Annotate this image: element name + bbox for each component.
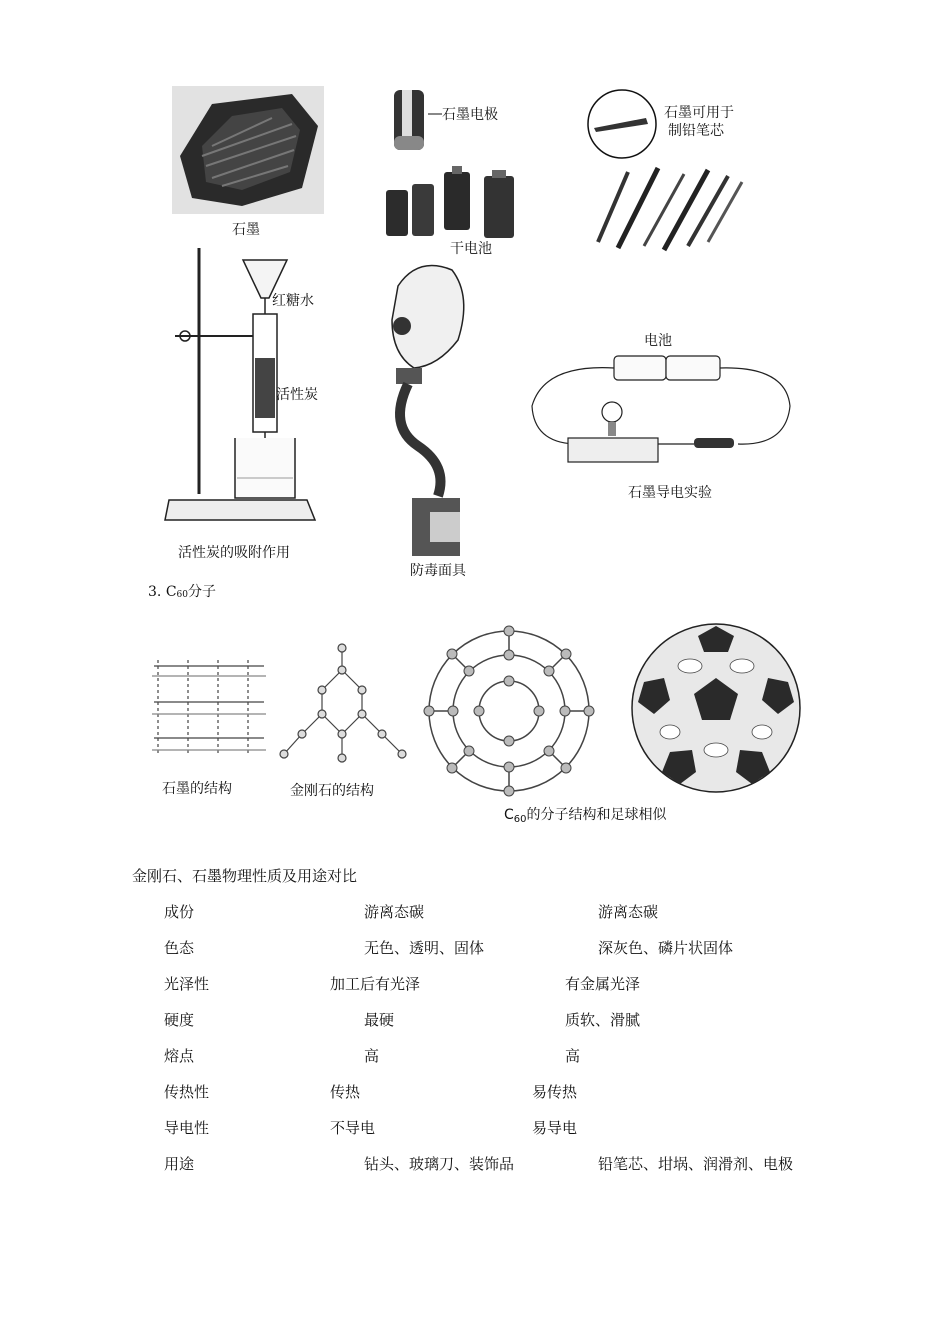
row-prop: 成份 — [164, 903, 195, 921]
c60-caption — [504, 804, 667, 825]
row-diamond: 最硬 — [364, 1011, 395, 1029]
row-prop: 色态 — [164, 939, 195, 957]
row-prop: 用途 — [164, 1155, 195, 1173]
row-diamond: 加工后有光泽 — [330, 975, 421, 993]
adsorption-caption: 活性炭的吸附作用 — [178, 545, 290, 561]
row-prop: 导电性 — [164, 1119, 210, 1137]
row-diamond: 钻头、玻璃刀、装饰品 — [364, 1155, 515, 1173]
c60-molecule-drawing — [420, 626, 598, 796]
pencil-lead-circle — [586, 88, 658, 160]
pencil-caption-line1: 石墨可用于 — [664, 105, 734, 121]
row-prop: 传热性 — [164, 1083, 210, 1101]
graphite-photo — [172, 86, 324, 214]
dry-battery-caption: 干电池 — [450, 241, 492, 257]
row-prop: 熔点 — [164, 1047, 195, 1065]
gas-mask-drawing — [378, 256, 474, 558]
row-diamond: 不导电 — [330, 1119, 376, 1137]
conduct-experiment-caption: 石墨导电实验 — [628, 485, 712, 501]
row-graphite: 深灰色、磷片状固体 — [598, 939, 734, 957]
graphite-structure-caption: 石墨的结构 — [162, 781, 232, 797]
row-graphite: 高 — [565, 1047, 581, 1065]
electrode-caption: 石墨电极 — [442, 107, 498, 123]
row-diamond: 高 — [364, 1047, 380, 1065]
section-3-heading — [148, 581, 216, 601]
battery-caption: 电池 — [644, 333, 672, 349]
sugar-water-caption: 红糖水 — [272, 293, 314, 309]
dry-batteries-drawing — [382, 166, 524, 240]
row-prop: 硬度 — [164, 1011, 195, 1029]
soccer-ball-drawing — [630, 622, 802, 794]
pencil-caption-line2: 制铅笔芯 — [668, 123, 724, 139]
row-diamond: 无色、透明、固体 — [364, 939, 485, 957]
row-graphite: 铅笔芯、坩埚、润滑剂、电极 — [598, 1155, 794, 1173]
electrode-pointer — [428, 112, 442, 116]
row-graphite: 易传热 — [532, 1083, 578, 1101]
activated-carbon-caption: 活性炭 — [276, 387, 318, 403]
section-3-number: 3. — [148, 584, 162, 600]
pencils-drawing — [588, 162, 748, 252]
diamond-structure-caption: 金刚石的结构 — [290, 783, 374, 799]
row-graphite: 质软、滑腻 — [565, 1011, 641, 1029]
gas-mask-caption: 防毒面具 — [410, 563, 466, 579]
electrode-drawing — [388, 86, 430, 154]
diamond-structure-drawing — [280, 642, 406, 768]
row-graphite: 有金属光泽 — [565, 975, 641, 993]
row-graphite: 易导电 — [532, 1119, 578, 1137]
section-3-rest: 分子 — [187, 584, 216, 600]
comparison-title: 金刚石、石墨物理性质及用途对比 — [132, 867, 358, 885]
section-3-subscript: 60 — [176, 590, 188, 600]
c60-caption-c: C — [504, 807, 514, 823]
conductivity-circuit — [524, 346, 796, 476]
section-3-c: C — [165, 584, 177, 600]
c60-caption-subscript: 60 — [513, 814, 527, 825]
row-prop: 光泽性 — [164, 975, 210, 993]
c60-caption-rest: 的分子结构和足球相似 — [526, 807, 667, 823]
row-diamond: 传热 — [330, 1083, 361, 1101]
graphite-structure-drawing — [148, 656, 270, 760]
graphite-caption: 石墨 — [232, 222, 260, 238]
row-graphite: 游离态碳 — [598, 903, 659, 921]
row-diamond: 游离态碳 — [364, 903, 425, 921]
